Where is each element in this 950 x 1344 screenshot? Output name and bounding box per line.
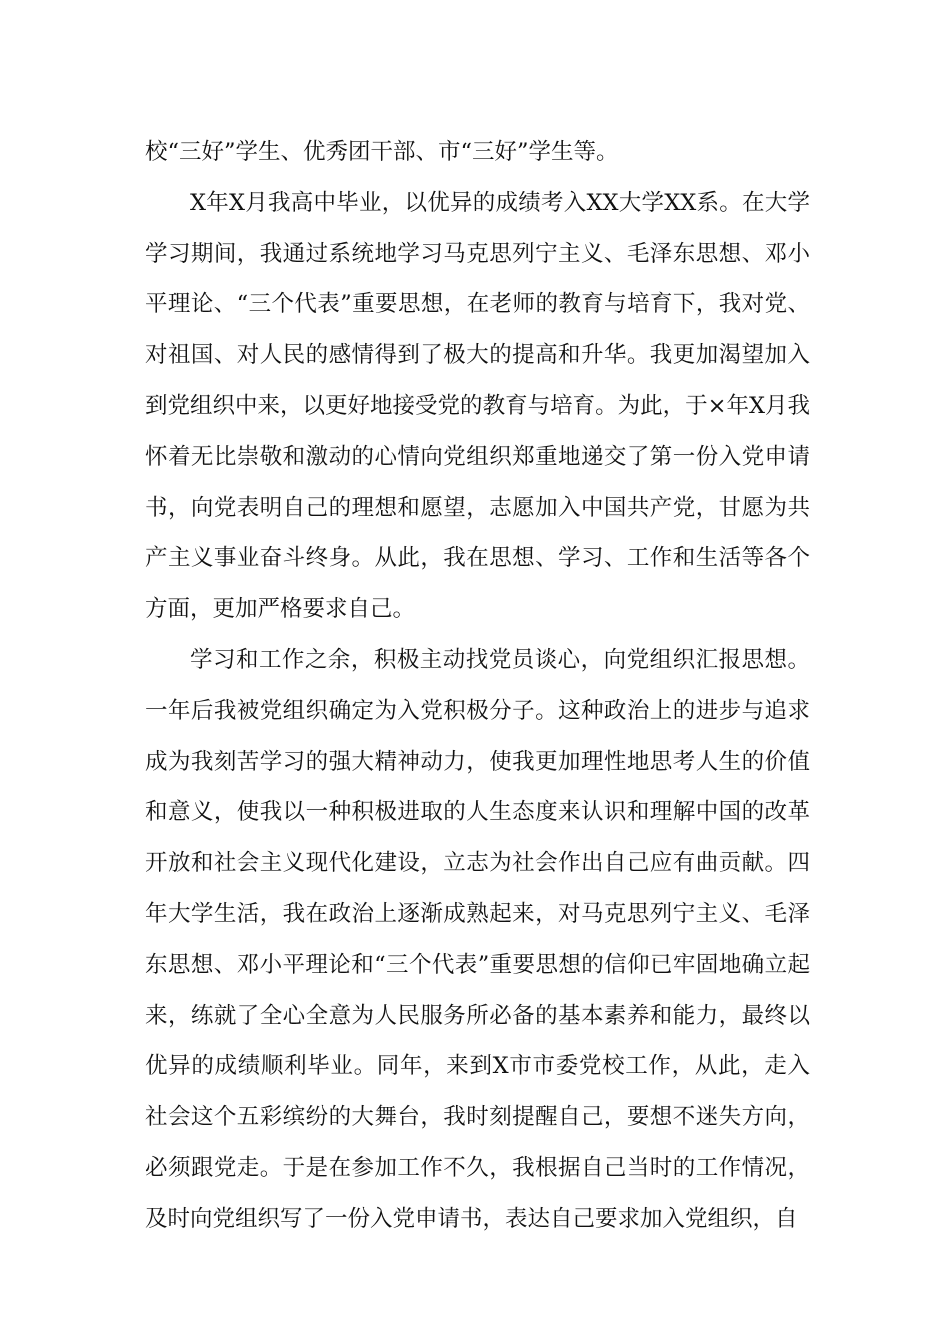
paragraph-1: 校“三好”学生、优秀团干部、市“三好”学生等。 (145, 139, 619, 165)
paragraph-2: X年X月我高中毕业，以优异的成绩考入XX大学XX系。在大学学习期间，我通过系统地学习马克思列宁主义、毛泽东思想、邓小平理论、“三个代表”重要思想，在老师的教育与培育下，我对党、对祖国、对人民的感情得到了极大的提高和升华。我更加渴望加入到党组织中来，以更好地接受党的教育与培育。为此，于×年X月我怀着无比崇敬和激动的心情向党组织郑重地递交了第一份入党申请书，向党表明自己的理想和愿望，志愿加入中国共产党，甘愿为共产主义事业奋斗终身。从此，我在思想、学习、工作和生活等各个方面，更加严格要求自己。 (145, 189, 810, 623)
document-body (145, 127, 810, 1245)
paragraph-3: 学习和工作之余，积极主动找党员谈心，向党组织汇报思想。一年后我被党组织确定为入党积极分子。这种政治上的进步与追求成为我刻苦学习的强大精神动力，使我更加理性地思考人生的价值和意义，使我以一种积极进取的人生态度来认识和理解中国的改革开放和社会主义现代化建设，立志为社会作出自己应有曲贡献。四年大学生活，我在政治上逐渐成熟起来，对马克思列宁主义、毛泽东思想、邓小平理论和“三个代表”重要思想的信仰已牢固地确立起来，练就了全心全意为人民服务所必备的基本素养和能力，最终以优异的成绩顺利毕业。同年，来到X市市委党校工作，从此，走入社会这个五彩缤纷的大舞台，我时刻提醒自己，要想不迷失方向，必须跟党走。于是在参加工作不久，我根据自己当时的工作情况，及时向党组织写了一份入党申请书，表达自己要求加入党组织，自 (145, 646, 810, 1232)
